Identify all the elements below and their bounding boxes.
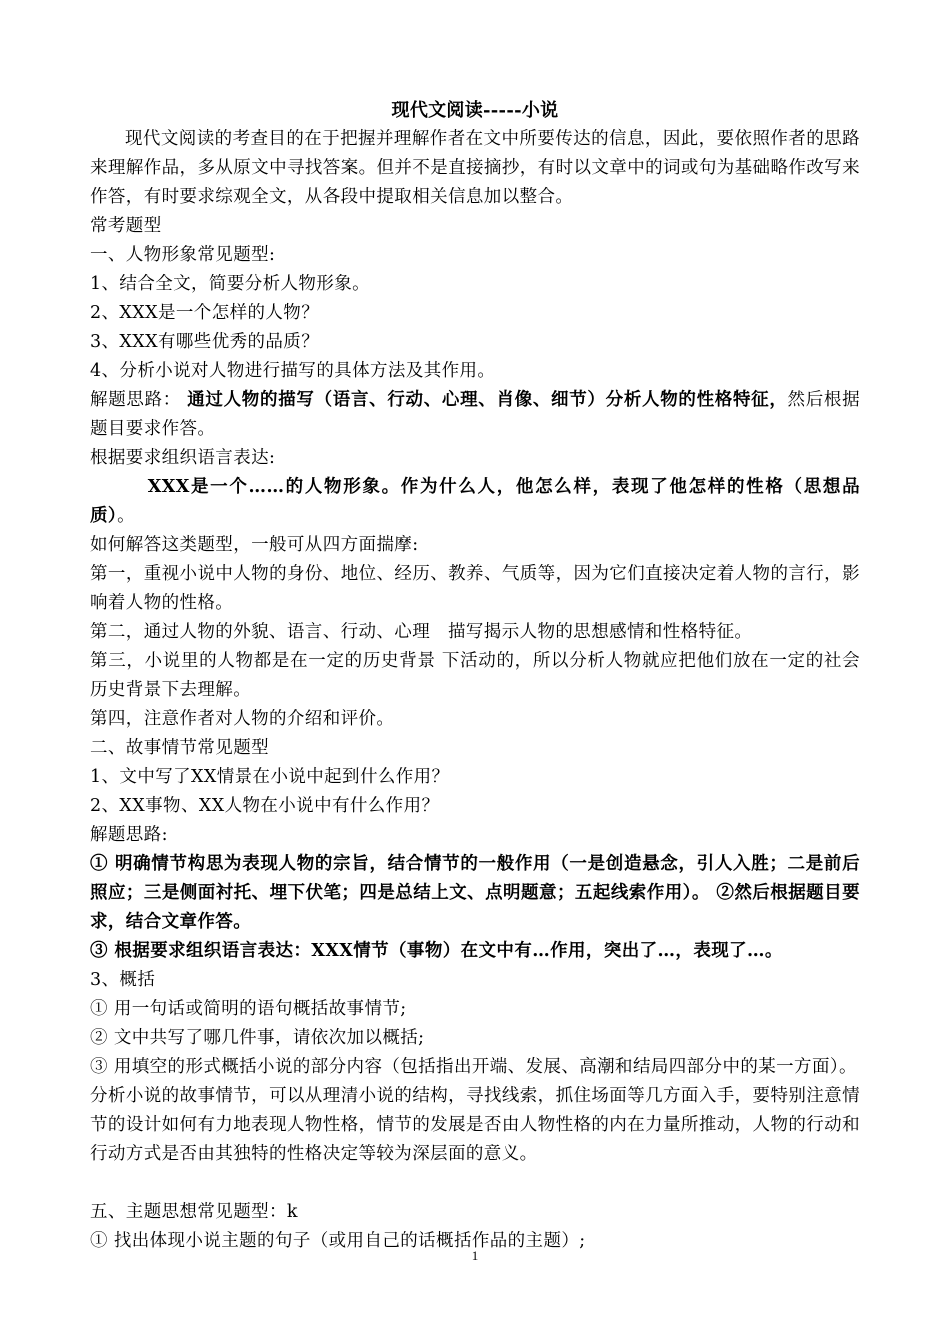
section1-expression-template <box>90 473 860 531</box>
page-number: 1 <box>471 1248 479 1263</box>
document-title: 现代文阅读-----小说 <box>391 100 559 121</box>
section1-point-3: 第三，小说里的人物都是在一定的历史背景 下活动的，所以分析人物就应把他们放在一定的社会历史背景下去理解。 <box>90 651 860 700</box>
section2-heading: 二、故事情节常见题型 <box>90 738 269 758</box>
section1-question-4: 4、分析小说对人物进行描写的具体方法及其作用。 <box>90 361 496 381</box>
section2-approach-3: ③ 根据要求组织语言表达：XXX情节（事物）在文中有…作用，突出了…，表现了…。 <box>90 941 783 961</box>
section2-subitem-1: ① 用一句话或简明的语句概括故事情节; <box>90 999 407 1019</box>
section1-question-3: 3、XXX有哪些优秀的品质？ <box>90 332 320 352</box>
section2-question-1: 1、文中写了XX情景在小说中起到什么作用？ <box>90 767 450 787</box>
section2-analysis: 分析小说的故事情节，可以从理清小说的结构，寻找线索，抓住场面等几方面入手，要特别注意情节的设计如何有力地表现人物性格，情节的发展是否由人物性格的内在力量所推动，人物的行动和行动方式是否由其独特的性格决定等较为深层面的意义。 <box>90 1086 860 1164</box>
common-types-heading: 常考题型 <box>90 216 162 236</box>
section2-subitem-2: ② 文中共写了哪几件事，请依次加以概括; <box>90 1028 425 1048</box>
section1-point-4: 第四，注意作者对人物的介绍和评价。 <box>90 709 395 729</box>
section1-question-2: 2、XXX是一个怎样的人物？ <box>90 303 320 323</box>
section1-expression-label: 根据要求组织语言表达: <box>90 448 276 468</box>
blank-line <box>90 1169 860 1198</box>
approach-label: 解题思路： <box>90 390 181 410</box>
section1-point-1: 第一，重视小说中人物的身份、地位、经历、教养、气质等，因为它们直接决定着人物的言行，影响着人物的性格。 <box>90 564 860 613</box>
section2-question-3: 3、概括 <box>90 970 156 990</box>
expression-end: 。 <box>117 506 135 526</box>
section1-point-2: 第二，通过人物的外貌、语言、行动、心理 描写揭示人物的思想感情和性格特征。 <box>90 622 753 642</box>
expression-bold-text: XXX是一个……的人物形象。作为什么人，他怎么样，表现了他怎样的性格（思想品质） <box>90 477 860 526</box>
approach-rest-text: 然后根据题目要求作答。 <box>90 390 861 439</box>
section1-question-1: 1、结合全文，简要分析人物形象。 <box>90 274 371 294</box>
section5-heading: 五、主题思想常见题型：k <box>90 1202 298 1222</box>
section2-approach-1: ① 明确情节构思为表现人物的宗旨，结合情节的一般作用（一是创造悬念，引人入胜；二是前后照应；三是侧面衬托、埋下伏笔；四是总结上文、点明题意；五起线索作用）。 ②然后根据题目要求，结合文章作答。 <box>90 854 860 932</box>
approach-bold-text: 通过人物的描写（语言、行动、心理、肖像、细节）分析人物的性格特征， <box>187 390 788 410</box>
section2-subitem-3: ③ 用填空的形式概括小说的部分内容（包括指出开端、发展、高潮和结局四部分中的某一方面）。 <box>90 1057 857 1077</box>
intro-paragraph: 现代文阅读的考查目的在于把握并理解作者在文中所要传达的信息，因此，要依照作者的思路来理解作品，多从原文中寻找答案。但并不是直接摘抄，有时以文章中的词或句为基础略作改写来作答，有时要求综观全文，从各段中提取相关信息加以整合。 <box>90 129 860 207</box>
section2-approach-label: 解题思路: <box>90 825 168 845</box>
document-body <box>90 96 860 1256</box>
section2-question-2: 2、XX事物、XX人物在小说中有什么作用？ <box>90 796 440 816</box>
section1-approach <box>90 386 860 444</box>
section1-heading: 一、人物形象常见题型: <box>90 245 276 265</box>
section1-how-to: 如何解答这类题型，一般可从四方面揣摩: <box>90 535 419 555</box>
section5-subitem-1: ① 找出体现小说主题的句子（或用自己的话概括作品的主题）; <box>90 1231 586 1251</box>
